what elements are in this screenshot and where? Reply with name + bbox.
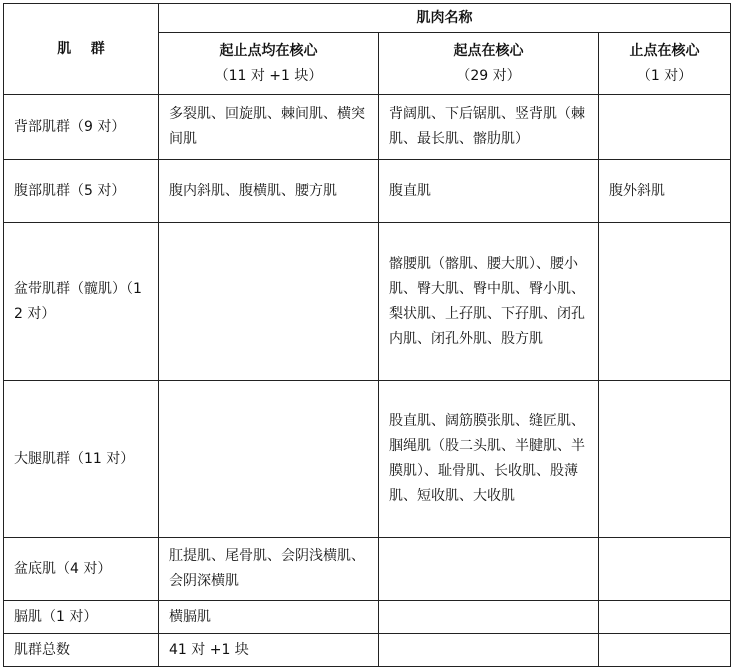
- row-both: 41 对 +1 块: [159, 634, 379, 667]
- row-origin: [379, 538, 599, 601]
- header-col-insertion-title: 止点在核心: [629, 42, 700, 59]
- header-col-origin-title: 起点在核心: [453, 42, 524, 59]
- header-muscle-group: 肌 群: [4, 4, 159, 95]
- row-both: [159, 223, 379, 381]
- table-row: [4, 95, 731, 160]
- row-insertion: [599, 634, 731, 667]
- header-muscle-name: 肌肉名称: [159, 4, 731, 33]
- row-insertion: [599, 538, 731, 601]
- header-col-insertion-count: （1 对）: [636, 67, 693, 84]
- row-origin: 髂腰肌（髂肌、腰大肌）、腰小肌、臀大肌、臀中肌、臀小肌、梨状肌、上孖肌、下孖肌、闭孔内肌、闭孔外肌、股方肌: [379, 223, 599, 381]
- row-group: 盆底肌（4 对）: [4, 538, 159, 601]
- row-insertion: [599, 95, 731, 160]
- table-row: [4, 381, 731, 538]
- table-row: [4, 223, 731, 381]
- table-row: [4, 538, 731, 601]
- row-origin: 股直肌、阔筋膜张肌、缝匠肌、腘绳肌（股二头肌、半腱肌、半膜肌）、耻骨肌、长收肌、股薄肌、短收肌、大收肌: [379, 381, 599, 538]
- row-insertion: [599, 601, 731, 634]
- core-muscle-table: [3, 3, 731, 667]
- row-group: 盆带肌群（髋肌）（12 对）: [4, 223, 159, 381]
- table-row: [4, 160, 731, 223]
- row-both: [159, 381, 379, 538]
- row-insertion: [599, 223, 731, 381]
- row-origin: 腹直肌: [379, 160, 599, 223]
- row-group: 膈肌（1 对）: [4, 601, 159, 634]
- row-both: 横膈肌: [159, 601, 379, 634]
- header-col-both-count: （11 对 +1 块）: [214, 67, 323, 84]
- header-col-both: [159, 33, 379, 95]
- row-group: 背部肌群（9 对）: [4, 95, 159, 160]
- row-group: 大腿肌群（11 对）: [4, 381, 159, 538]
- table-row: [4, 601, 731, 634]
- row-origin: [379, 601, 599, 634]
- row-both: 肛提肌、尾骨肌、会阴浅横肌、会阴深横肌: [159, 538, 379, 601]
- row-both: 多裂肌、回旋肌、棘间肌、横突间肌: [159, 95, 379, 160]
- row-both: 腹内斜肌、腹横肌、腰方肌: [159, 160, 379, 223]
- header-col-origin-count: （29 对）: [456, 67, 521, 84]
- row-group: 肌群总数: [4, 634, 159, 667]
- row-insertion: [599, 381, 731, 538]
- row-insertion: 腹外斜肌: [599, 160, 731, 223]
- header-col-both-title: 起止点均在核心: [219, 42, 318, 59]
- row-origin: 背阔肌、下后锯肌、竖背肌（棘肌、最长肌、髂肋肌）: [379, 95, 599, 160]
- row-group: 腹部肌群（5 对）: [4, 160, 159, 223]
- table-row: [4, 634, 731, 667]
- row-origin: [379, 634, 599, 667]
- header-col-origin: [379, 33, 599, 95]
- header-col-insertion: [599, 33, 731, 95]
